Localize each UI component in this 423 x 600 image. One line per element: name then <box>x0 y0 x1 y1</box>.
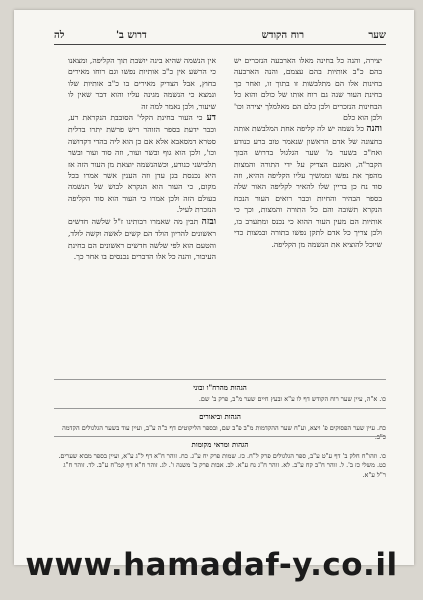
notes-references <box>54 436 386 480</box>
book-page <box>14 10 414 565</box>
header-title: דרוש ב' <box>116 30 147 41</box>
paragraph-text: תבין מה שאמרו רבותינו ז"ל שלשה חדשים ראשונים להריון הולד הם קשים לאשה וקשה לולד, והטעם הוא לפי שלשה חדשים ראשונים הם בחינת העיבור, והנה כל אלו הדברים נכנסים בו אחר כך. <box>68 216 216 261</box>
text-column-left <box>68 55 216 375</box>
paragraph-text: כל נשמה יש לה קליפה אחת המלבשת אותה בחצונה של אדם הראשון שנאמר טוב ברע כנודע ואח"כ בשער מ' שער הגלגול בדרוש הבוך הקבר"ה, ואמנם הצדיק על ידי התורה והמצות מהפך את נפשו וממשיך עליו הקליפה ההיא, וזה סוד נח כן בריין שלו להאיר לקליפה האור שלה בספר הבהיר והחיות וכבר רואים העור הנכח הנקרא תשובה והם כל התורה והמצות, וכך כי אותיות הם מעין העור ההוא כי נכנס ומתערב בו, ולכן צריך כל אדם לתקן נפשו בתורה ובמצות כדי שיוכל להוציא את הנשמה מן הקליפה. <box>234 124 382 249</box>
paragraph-text: יצירה, והנה כל בחינה מאלו הארבעה הנזכרים יש בהם כ"ב אותיות בהם עצמם, והנה הארבעה בחינות אלו הם מתלבשות זו בתוך זו, ואחר כך בחינת העור שנה גם רוח אותו של כולם והוא כל הבחינות הנזכרים ולכן כלם הם מאלמלך יצירה וכו' ולכן הוא כלם <box>234 56 382 123</box>
paragraph <box>68 112 216 216</box>
paragraph-lead-word: דע <box>206 113 216 124</box>
header-book-name: שער <box>368 30 386 41</box>
notes-title: הגהות מהרח"ו ובוני <box>193 383 247 392</box>
paragraph <box>234 123 382 249</box>
paragraph <box>68 216 216 263</box>
website-watermark: www.hamadaf-y.co.il <box>25 547 398 583</box>
paragraph-lead-word: והנה <box>366 124 382 135</box>
divider <box>54 436 386 437</box>
notes-title: הגהות וביאורים <box>199 412 241 421</box>
divider <box>54 408 386 409</box>
paragraph-text: כי העור בחינת הקלי' הסובבת הנקראת רע, וכבר ידעת בספר הזוהר ריש פרשת יתרו בדלית סטרא דמסאבא אלא אם כן הוא ליה בהדי דקדושה וכו', ולכן הוא גוף ובשר ועור, וזה סוד ועור ובשר תלבישני כנודע, וכשהנשמה יוצאת מן העור הזה אז היא נכנסת בגן עדן וזה הענין אשר אמרו בכל מקום, כי העור הוא הנקרא לבוש של הנשמה בעולם הזה ולכן אמרו כי העור הוא סוד הקליפה הנזכרת לעיל. <box>68 113 216 215</box>
paragraph <box>234 55 382 123</box>
paragraph-text: אין הנשמה שהיא בינה יושבת תוך הקליפה, ומצאנו כי הרשע אין כ"ב אותיות נפשו וגם רוחו מאירים בחוץ, אבל הצדיק מאירים בו כ"ב אותיות שלו ונמצא כי הנשמה מגינה עליו והוא דבר שאין לו שיעור, ולכן נאמר למה זה <box>68 56 216 111</box>
header-section: רוח הקודש <box>261 30 304 41</box>
text-column-right <box>234 55 382 375</box>
notes-title: הגהות ומראי מקומות <box>191 440 249 449</box>
paragraph-lead-word: ובזה <box>201 216 216 227</box>
page-number: לה <box>54 30 65 41</box>
notes-sources <box>54 379 386 404</box>
notes-text: כו. וזהו"ח חלק ב' דף ע"ט ע"ב, ספר הגלגולים פרק ל"ח. כז. שמות פרק יח ע"ג. כח. זוהר ח"א דף ל"ג ע"א, ועיין בספר מבוא שערים. כט. משלי כז ב'. ל. זוהר ח"ב קח ע"ב. לא. זוהר ח"ג נח ע"א. לב. אבות פרק ב' משנה ו'. לג. זוהר ח"א דף קמ"ח ע"ב. לד. זוהר ח"ג ר"ל ע"א. <box>58 451 386 479</box>
running-header <box>54 30 386 45</box>
notes-text: כו. א"ה, עיין שער רוח הקודש דף לו ע"א ובעץ חיים שער מ"ב, פרק ב' שם. <box>198 394 386 403</box>
paragraph <box>68 55 216 112</box>
divider <box>54 379 386 380</box>
notes-text: כח. עיין שער הפסוקים פ' ויצא, וע"ח שער ההקדמות מ"ב פ"ב שם, ובספר הליקוטים דף כ"ה ע"ב, ועיין עוד בשער הגלגולים הקדמה כ"ב. <box>62 423 386 441</box>
